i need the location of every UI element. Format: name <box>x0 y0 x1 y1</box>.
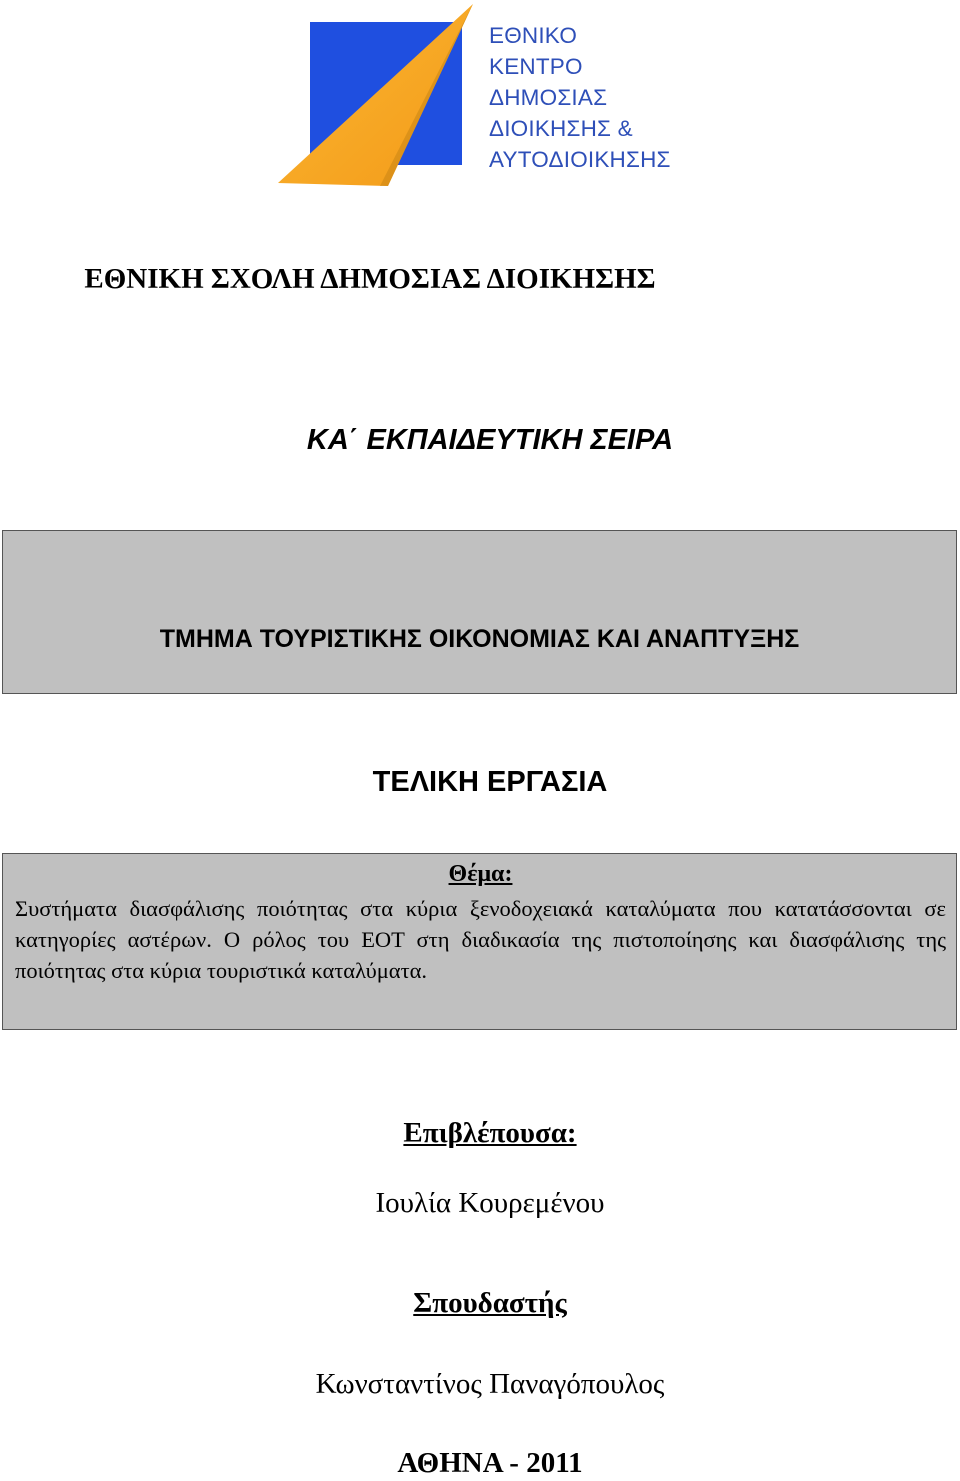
subject-text: Συστήματα διασφάλισης ποιότητας στα κύρια ξενοδοχειακά καταλύματα που κατατάσσονται σε κατηγορίες αστέρων. Ο ρόλος του ΕΟΤ στη διαδικασία της πιστοποίησης και διασφάλισης της ποιότητας στα κύρια τουριστικά καταλύματα. <box>15 896 946 983</box>
supervisor-label: Επιβλέπουσα: <box>403 1117 577 1149</box>
logo-line: ΚΕΝΤΡΟ <box>489 54 583 79</box>
student-name: Κωνσταντίνος Παναγόπουλος <box>315 1368 665 1400</box>
series-title: ΚΑ΄ ΕΚΠΑΙΔΕΥΤΙΚΗ ΣΕΙΡΑ <box>306 424 674 456</box>
logo-line: ΕΘΝΙΚΟ <box>489 23 578 48</box>
student-label: Σπουδαστής <box>413 1287 567 1319</box>
logo-line: ΔΗΜΟΣΙΑΣ <box>489 85 608 110</box>
subject-label: Θέμα: <box>448 861 513 887</box>
subject-box <box>2 853 957 1030</box>
logo-line: ΑΥΤΟΔΙΟΙΚΗΣΗΣ <box>489 147 671 172</box>
logo-line: ΔΙΟΙΚΗΣΗΣ & <box>489 116 633 141</box>
supervisor-name: Ιουλία Κουρεμένου <box>375 1187 605 1219</box>
department-title: ΤΜΗΜΑ ΤΟΥΡΙΣΤΙΚΗΣ ΟΙΚΟΝΟΜΙΑΣ ΚΑΙ ΑΝΑΠΤΥΞΗΣ <box>159 625 800 653</box>
place-date: ΑΘΗΝΑ - 2011 <box>397 1447 583 1479</box>
school-title: ΕΘΝΙΚΗ ΣΧΟΛΗ ΔΗΜΟΣΙΑΣ ΔΙΟΙΚΗΣΗΣ <box>84 263 656 295</box>
institute-logo-icon <box>276 2 476 186</box>
thesis-label: ΤΕΛΙΚΗ ΕΡΓΑΣΙΑ <box>372 766 608 798</box>
department-box <box>2 530 957 694</box>
logo-wordmark <box>489 20 671 175</box>
